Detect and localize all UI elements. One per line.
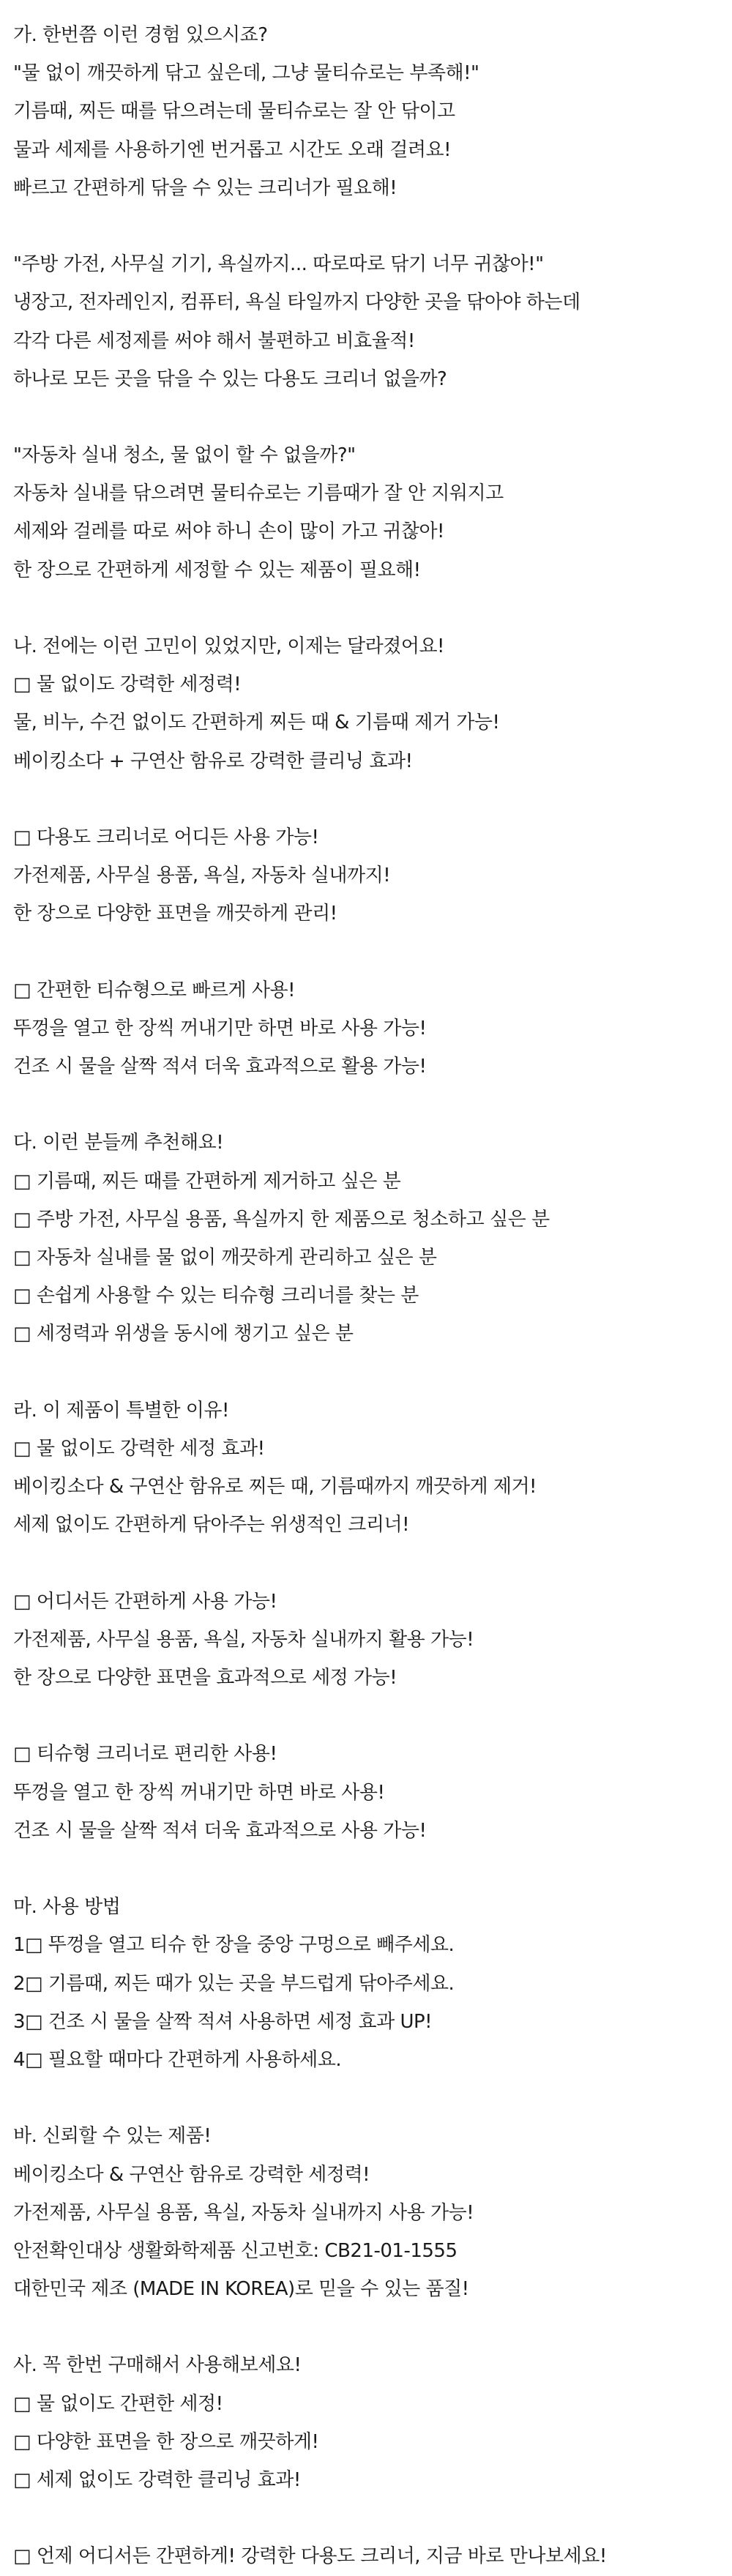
text-line: □ 어디서든 간편하게 사용 가능!: [13, 1590, 277, 1613]
text-line: □ 다용도 크리너로 어디든 사용 가능!: [13, 826, 319, 848]
text-line: 바. 신뢰할 수 있는 제품!: [13, 2125, 212, 2148]
text-line: 4□ 필요할 때마다 간편하게 사용하세요.: [13, 2048, 342, 2071]
blank-line: [13, 1545, 732, 1583]
blank-line: [13, 1086, 732, 1124]
text-line: □ 세정력과 위생을 동시에 챙기고 싶은 분: [13, 1323, 354, 1345]
text-line: □ 다양한 표면을 한 장으로 깨끗하게!: [13, 2430, 319, 2453]
text-line: 물, 비누, 수건 없이도 간편하게 찌든 때 & 기름때 제거 가능!: [13, 712, 500, 734]
text-line: 뚜껑을 열고 한 장씩 꺼내기만 하면 바로 사용!: [13, 1781, 385, 1804]
text-line: 빠르고 간편하게 닦을 수 있는 크리너가 필요해!: [13, 176, 397, 199]
text-line: □ 물 없이도 간편한 세정!: [13, 2392, 223, 2415]
text-line: 각각 다른 세정제를 써야 해서 불편하고 비효율적!: [13, 329, 415, 352]
text-line: 2□ 기름때, 찌든 때가 있는 곳을 부드럽게 닦아주세요.: [13, 1972, 455, 1995]
text-line: 뚜껑을 열고 한 장씩 꺼내기만 하면 바로 사용 가능!: [13, 1017, 427, 1039]
text-line: "자동차 실내 청소, 물 없이 할 수 없을까?": [13, 444, 356, 467]
text-line: 베이킹소다 + 구연산 함유로 강력한 클리닝 효과!: [13, 750, 413, 772]
text-line: 가. 한번쯤 이런 경험 있으시죠?: [13, 24, 268, 46]
blank-line: [13, 207, 732, 245]
text-line: 1□ 뚜껑을 열고 티슈 한 장을 중앙 구멍으로 빼주세요.: [13, 1934, 455, 1957]
text-line: 다. 이런 분들께 추천해요!: [13, 1132, 224, 1154]
blank-line: [13, 2308, 732, 2346]
text-line: "주방 가전, 사무실 기기, 욕실까지... 따로따로 닦기 너무 귀찮아!": [13, 253, 544, 276]
text-line: □ 간편한 티슈형으로 빠르게 사용!: [13, 979, 296, 1001]
text-line: □ 언제 어디서든 간편하게! 강력한 다용도 크리너, 지금 바로 만나보세요!: [13, 2545, 607, 2568]
text-line: 대한민국 제조 (MADE IN KOREA)로 믿을 수 있는 품질!: [13, 2278, 469, 2301]
blank-line: [13, 1850, 732, 1888]
text-line: 건조 시 물을 살짝 적셔 더욱 효과적으로 사용 가능!: [13, 1819, 427, 1842]
text-line: 한 장으로 간편하게 세정할 수 있는 제품이 필요해!: [13, 559, 421, 581]
text-line: 세제와 걸레를 따로 써야 하니 손이 많이 가고 귀찮아!: [13, 520, 444, 543]
text-line: 베이킹소다 & 구연산 함유로 찌든 때, 기름때까지 깨끗하게 제거!: [13, 1476, 537, 1498]
text-line: 안전확인대상 생활화학제품 신고번호: CB21-01-1555: [13, 2239, 458, 2262]
text-line: 사. 꼭 한번 구매해서 사용해보세요!: [13, 2354, 302, 2377]
blank-line: [13, 1697, 732, 1735]
text-line: □ 물 없이도 강력한 세정 효과!: [13, 1437, 265, 1460]
text-line: 마. 사용 방법: [13, 1896, 121, 1919]
blank-line: [13, 589, 732, 627]
text-line: 기름때, 찌든 때를 닦으려는데 물티슈로는 잘 안 닦이고: [13, 100, 455, 123]
blank-line: [13, 780, 732, 818]
text-line: 나. 전에는 이런 고민이 있었지만, 이제는 달라졌어요!: [13, 635, 444, 657]
text-line: 한 장으로 다양한 표면을 효과적으로 세정 가능!: [13, 1667, 397, 1690]
text-line: "물 없이 깨끗하게 닦고 싶은데, 그냥 물티슈로는 부족해!": [13, 62, 479, 85]
text-line: 세제 없이도 간편하게 닦아주는 위생적인 크리너!: [13, 1514, 410, 1537]
text-line: 자동차 실내를 닦으려면 물티슈로는 기름때가 잘 안 지워지고: [13, 482, 504, 505]
text-line: 냉장고, 전자레인지, 컴퓨터, 욕실 타일까지 다양한 곳을 닦아야 하는데: [13, 291, 580, 314]
text-line: 한 장으로 다양한 표면을 깨끗하게 관리!: [13, 903, 337, 925]
blank-line: [13, 2499, 732, 2537]
text-line: □ 자동차 실내를 물 없이 깨끗하게 관리하고 싶은 분: [13, 1247, 437, 1269]
text-line: 하나로 모든 곳을 닦을 수 있는 다용도 크리너 없을까?: [13, 367, 447, 390]
text-line: 베이킹소다 & 구연산 함유로 강력한 세정력!: [13, 2163, 370, 2186]
text-line: 건조 시 물을 살짝 적셔 더욱 효과적으로 활용 가능!: [13, 1056, 427, 1078]
text-line: □ 세제 없이도 강력한 클리닝 효과!: [13, 2469, 301, 2491]
text-line: □ 주방 가전, 사무실 용품, 욕실까지 한 제품으로 청소하고 싶은 분: [13, 1208, 550, 1231]
text-line: 라. 이 제품이 특별한 이유!: [13, 1399, 229, 1422]
text-line: 가전제품, 사무실 용품, 욕실, 자동차 실내까지 활용 가능!: [13, 1628, 474, 1651]
blank-line: [13, 398, 732, 436]
text-line: □ 기름때, 찌든 때를 간편하게 제거하고 싶은 분: [13, 1170, 401, 1192]
text-line: □ 물 없이도 강력한 세정력!: [13, 673, 242, 696]
blank-line: [13, 2079, 732, 2117]
blank-line: [13, 933, 732, 971]
text-line: □ 손쉽게 사용할 수 있는 티슈형 크리너를 찾는 분: [13, 1285, 419, 1307]
text-line: 물과 세제를 사용하기엔 번거롭고 시간도 오래 걸려요!: [13, 138, 452, 161]
text-line: □ 티슈형 크리너로 편리한 사용!: [13, 1743, 277, 1766]
blank-line: [13, 1354, 732, 1392]
text-line: 3□ 건조 시 물을 살짝 적셔 사용하면 세정 효과 UP!: [13, 2010, 433, 2033]
text-line: 가전제품, 사무실 용품, 욕실, 자동차 실내까지 사용 가능!: [13, 2201, 474, 2224]
text-line: 가전제품, 사무실 용품, 욕실, 자동차 실내까지!: [13, 865, 391, 887]
